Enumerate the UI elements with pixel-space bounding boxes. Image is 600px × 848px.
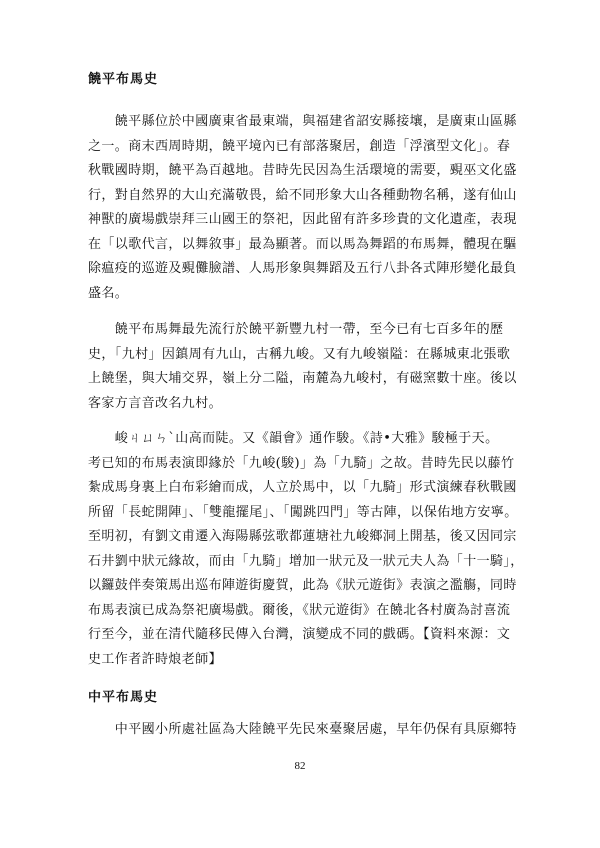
text-line: 除瘟疫的巡遊及覡儺臉譜、人馬形象與舞蹈及五行八卦各式陣形變化最負 <box>88 261 517 276</box>
text-line: 饒平縣位於中國廣東省最東端，與福建省詔安縣接壤，是廣東山區縣 <box>88 114 517 129</box>
text-line: 秋戰國時期，饒平為百越地。昔時先民因為生活環境的需要，覡巫文化盛 <box>88 163 517 178</box>
page-number: 82 <box>294 760 306 772</box>
text-line: 史，「九村」因鎮周有九山，古稱九峻。又有九峻嶺隘：在縣城東北張歌 <box>88 346 511 362</box>
text-line: 之一。商末西周時期，饒平境內已有部落聚居，創造「浮濱型文化」。春 <box>88 138 511 154</box>
text-line: 紮成馬身裏上白布彩繪而成，人立於馬中，以「九騎」形式演練春秋戰國 <box>88 480 517 495</box>
section-heading-zhongping: 中平布馬史 <box>88 690 159 705</box>
text-line: 中平國小所處社區為大陸饒平先民來臺聚居處，早年仍保有具原鄉特 <box>88 722 517 737</box>
text-line: 上饒堡，與大埔交界，嶺上分二隘，南麓為九峻村，有磁窯數十座。後以 <box>88 371 517 386</box>
text-line: 布馬表演已成為祭祀廣場戲。爾後，《狀元遊街》在饒北各村廣為討喜流 <box>88 602 511 618</box>
text-line: 史工作者許時烺老師】 <box>88 651 223 667</box>
text-line: 峻ㄐㄩㄣˋ山高而陡。又《韻會》通作駿。《詩•大雅》駿極于天。 <box>88 431 499 446</box>
text-line: 行至今，並在清代隨移民傳入台灣，演變成不同的戲碼。【資料來源：文 <box>88 627 511 642</box>
paragraph-raoping-origin <box>88 318 518 416</box>
text-line: 在「以歌代言，以舞敘事」最為顯著。而以馬為舞蹈的布馬舞，體現在驅 <box>88 236 517 252</box>
text-line: 所留「長蛇開陣」、「雙龍擺尾」、「闖跳四門」等古陣，以保佑地方安寧。 <box>88 504 518 520</box>
text-line: 至明初，有劉文甫遷入海陽縣弦歌都蓮塘社九峻鄉洞上開基，後又因同宗 <box>88 529 517 544</box>
text-line: 客家方言音改名九村。 <box>88 395 223 411</box>
paragraph-zhongping-intro <box>88 718 518 743</box>
text-line: 饒平布馬舞最先流行於饒平新豐九村一帶，至今已有七百多年的歷 <box>88 322 504 337</box>
text-line: 行，對自然界的大山充滿敬畏，給不同形象大山各種動物名稱，遂有仙山 <box>88 187 517 203</box>
text-line: 神獸的廣場戲崇拜三山國王的祭祀，因此留有許多珍貴的文化遺產，表現 <box>88 212 517 227</box>
text-line: 盛名。 <box>88 285 129 301</box>
text-line: 以鑼鼓伴奏策馬出巡布陣遊街慶賀，此為《狀元遊街》表演之濫觴，同時 <box>88 578 517 593</box>
paragraph-raoping-intro <box>88 110 518 306</box>
section-heading-raoping: 饒平布馬史 <box>88 72 159 87</box>
text-line: 石井劉中狀元緣故，而由「九騎」增加一狀元及一狀元夫人為「十一騎」， <box>88 553 524 569</box>
text-line: 考已知的布馬表演即緣於「九峻(駿)」為「九騎」之故。昔時先民以藤竹 <box>88 455 515 471</box>
paragraph-raoping-history <box>88 427 524 672</box>
